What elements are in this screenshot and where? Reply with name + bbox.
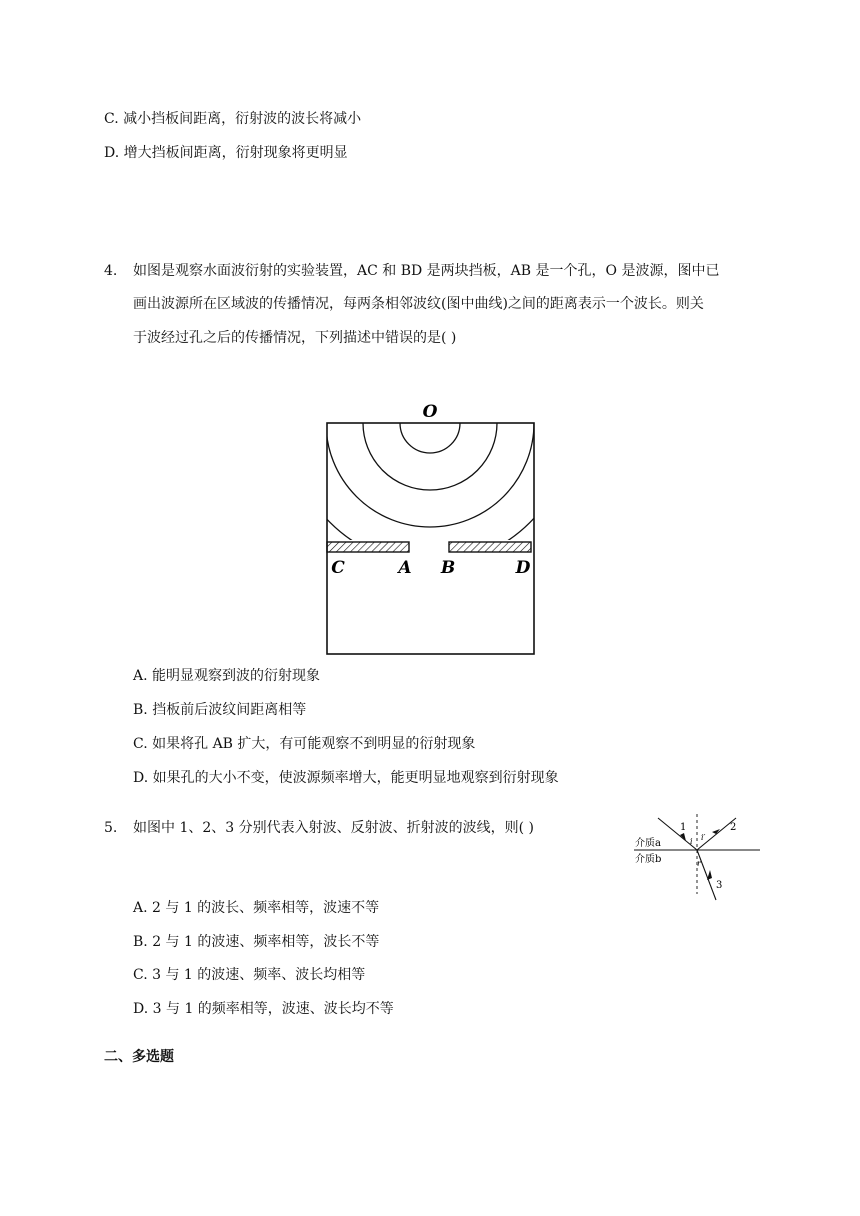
q5-stem: 如图中 1、2、3 分别代表入射波、反射波、折射波的波线，则( ): [133, 820, 534, 836]
option-text: 增大挡板间距离，衍射现象将更明显: [123, 145, 348, 161]
label-ray-3: 3: [716, 880, 723, 891]
ray-3: [697, 850, 716, 900]
option-text: 3 与 1 的波速、频率、波长均相等: [152, 967, 366, 983]
label-medium-a: 介质a: [635, 838, 661, 849]
wavefront-4: [318, 400, 548, 564]
label-ray-2: 2: [730, 822, 737, 833]
q4-option-b: [133, 700, 306, 720]
q3-option-d: [104, 143, 348, 163]
label-ray-1: 1: [680, 822, 687, 833]
option-letter: B.: [133, 702, 148, 718]
barrier-bd: [449, 542, 531, 552]
q3-option-c: [104, 109, 361, 129]
refraction-figure: [630, 808, 770, 908]
option-letter: D.: [133, 770, 149, 786]
question-number: 5.: [104, 820, 118, 836]
label-o: O: [422, 402, 438, 422]
q5-option-d: [133, 999, 394, 1019]
option-letter: B.: [133, 934, 148, 950]
q5-option-b: [133, 932, 379, 952]
option-letter: A.: [133, 900, 148, 916]
label-angle-r: r: [697, 859, 701, 868]
option-text: 3 与 1 的频率相等，波速、波长均不等: [152, 1001, 394, 1017]
option-letter: C.: [104, 111, 119, 127]
option-text: 能明显观察到波的衍射现象: [152, 668, 321, 684]
label-angle-i-prime: i′: [701, 833, 706, 842]
label-medium-b: 介质b: [635, 854, 662, 865]
question-number: 4.: [104, 263, 118, 279]
label-c: C: [331, 558, 345, 578]
label-d: D: [515, 558, 531, 578]
option-text: 如果将孔 AB 扩大，有可能观察不到明显的衍射现象: [152, 736, 476, 752]
q4-stem-line-1: 如图是观察水面波衍射的实验装置，AC 和 BD 是两块挡板，AB 是一个孔，O 是波源，图中已: [133, 263, 720, 279]
option-text: 2 与 1 的波长、频率相等，波速不等: [152, 900, 380, 916]
diffraction-figure: [318, 400, 548, 660]
option-text: 挡板前后波纹间距离相等: [152, 702, 307, 718]
label-angle-i: i: [690, 837, 693, 846]
q5-option-a: [133, 898, 379, 918]
label-a: A: [398, 558, 412, 578]
barrier-ac: [327, 542, 409, 552]
ray-3-arrow: [707, 870, 712, 880]
section-title: 二、多选题: [104, 1049, 174, 1065]
q4-stem-line-3: 于波经过孔之后的传播情况，下列描述中错误的是( ): [133, 330, 457, 346]
option-text: 2 与 1 的波速、频率相等，波长不等: [152, 934, 380, 950]
option-letter: D.: [104, 145, 120, 161]
option-text: 如果孔的大小不变，使波源频率增大，能更明显地观察到衍射现象: [152, 770, 559, 786]
tank-outline: [327, 423, 534, 654]
option-text: 减小挡板间距离，衍射波的波长将减小: [123, 111, 362, 127]
option-letter: C.: [133, 736, 148, 752]
option-letter: D.: [133, 1001, 149, 1017]
option-letter: C.: [133, 967, 148, 983]
q4-option-c: [133, 734, 475, 754]
q4-option-a: [133, 666, 320, 686]
label-b: B: [440, 558, 456, 578]
option-letter: A.: [133, 668, 148, 684]
q4-stem-line-2: 画出波源所在区域波的传播情况，每两条相邻波纹(图中曲线)之间的距离表示一个波长。则关: [133, 296, 704, 312]
q4-option-d: [133, 768, 559, 788]
q5-option-c: [133, 965, 365, 985]
